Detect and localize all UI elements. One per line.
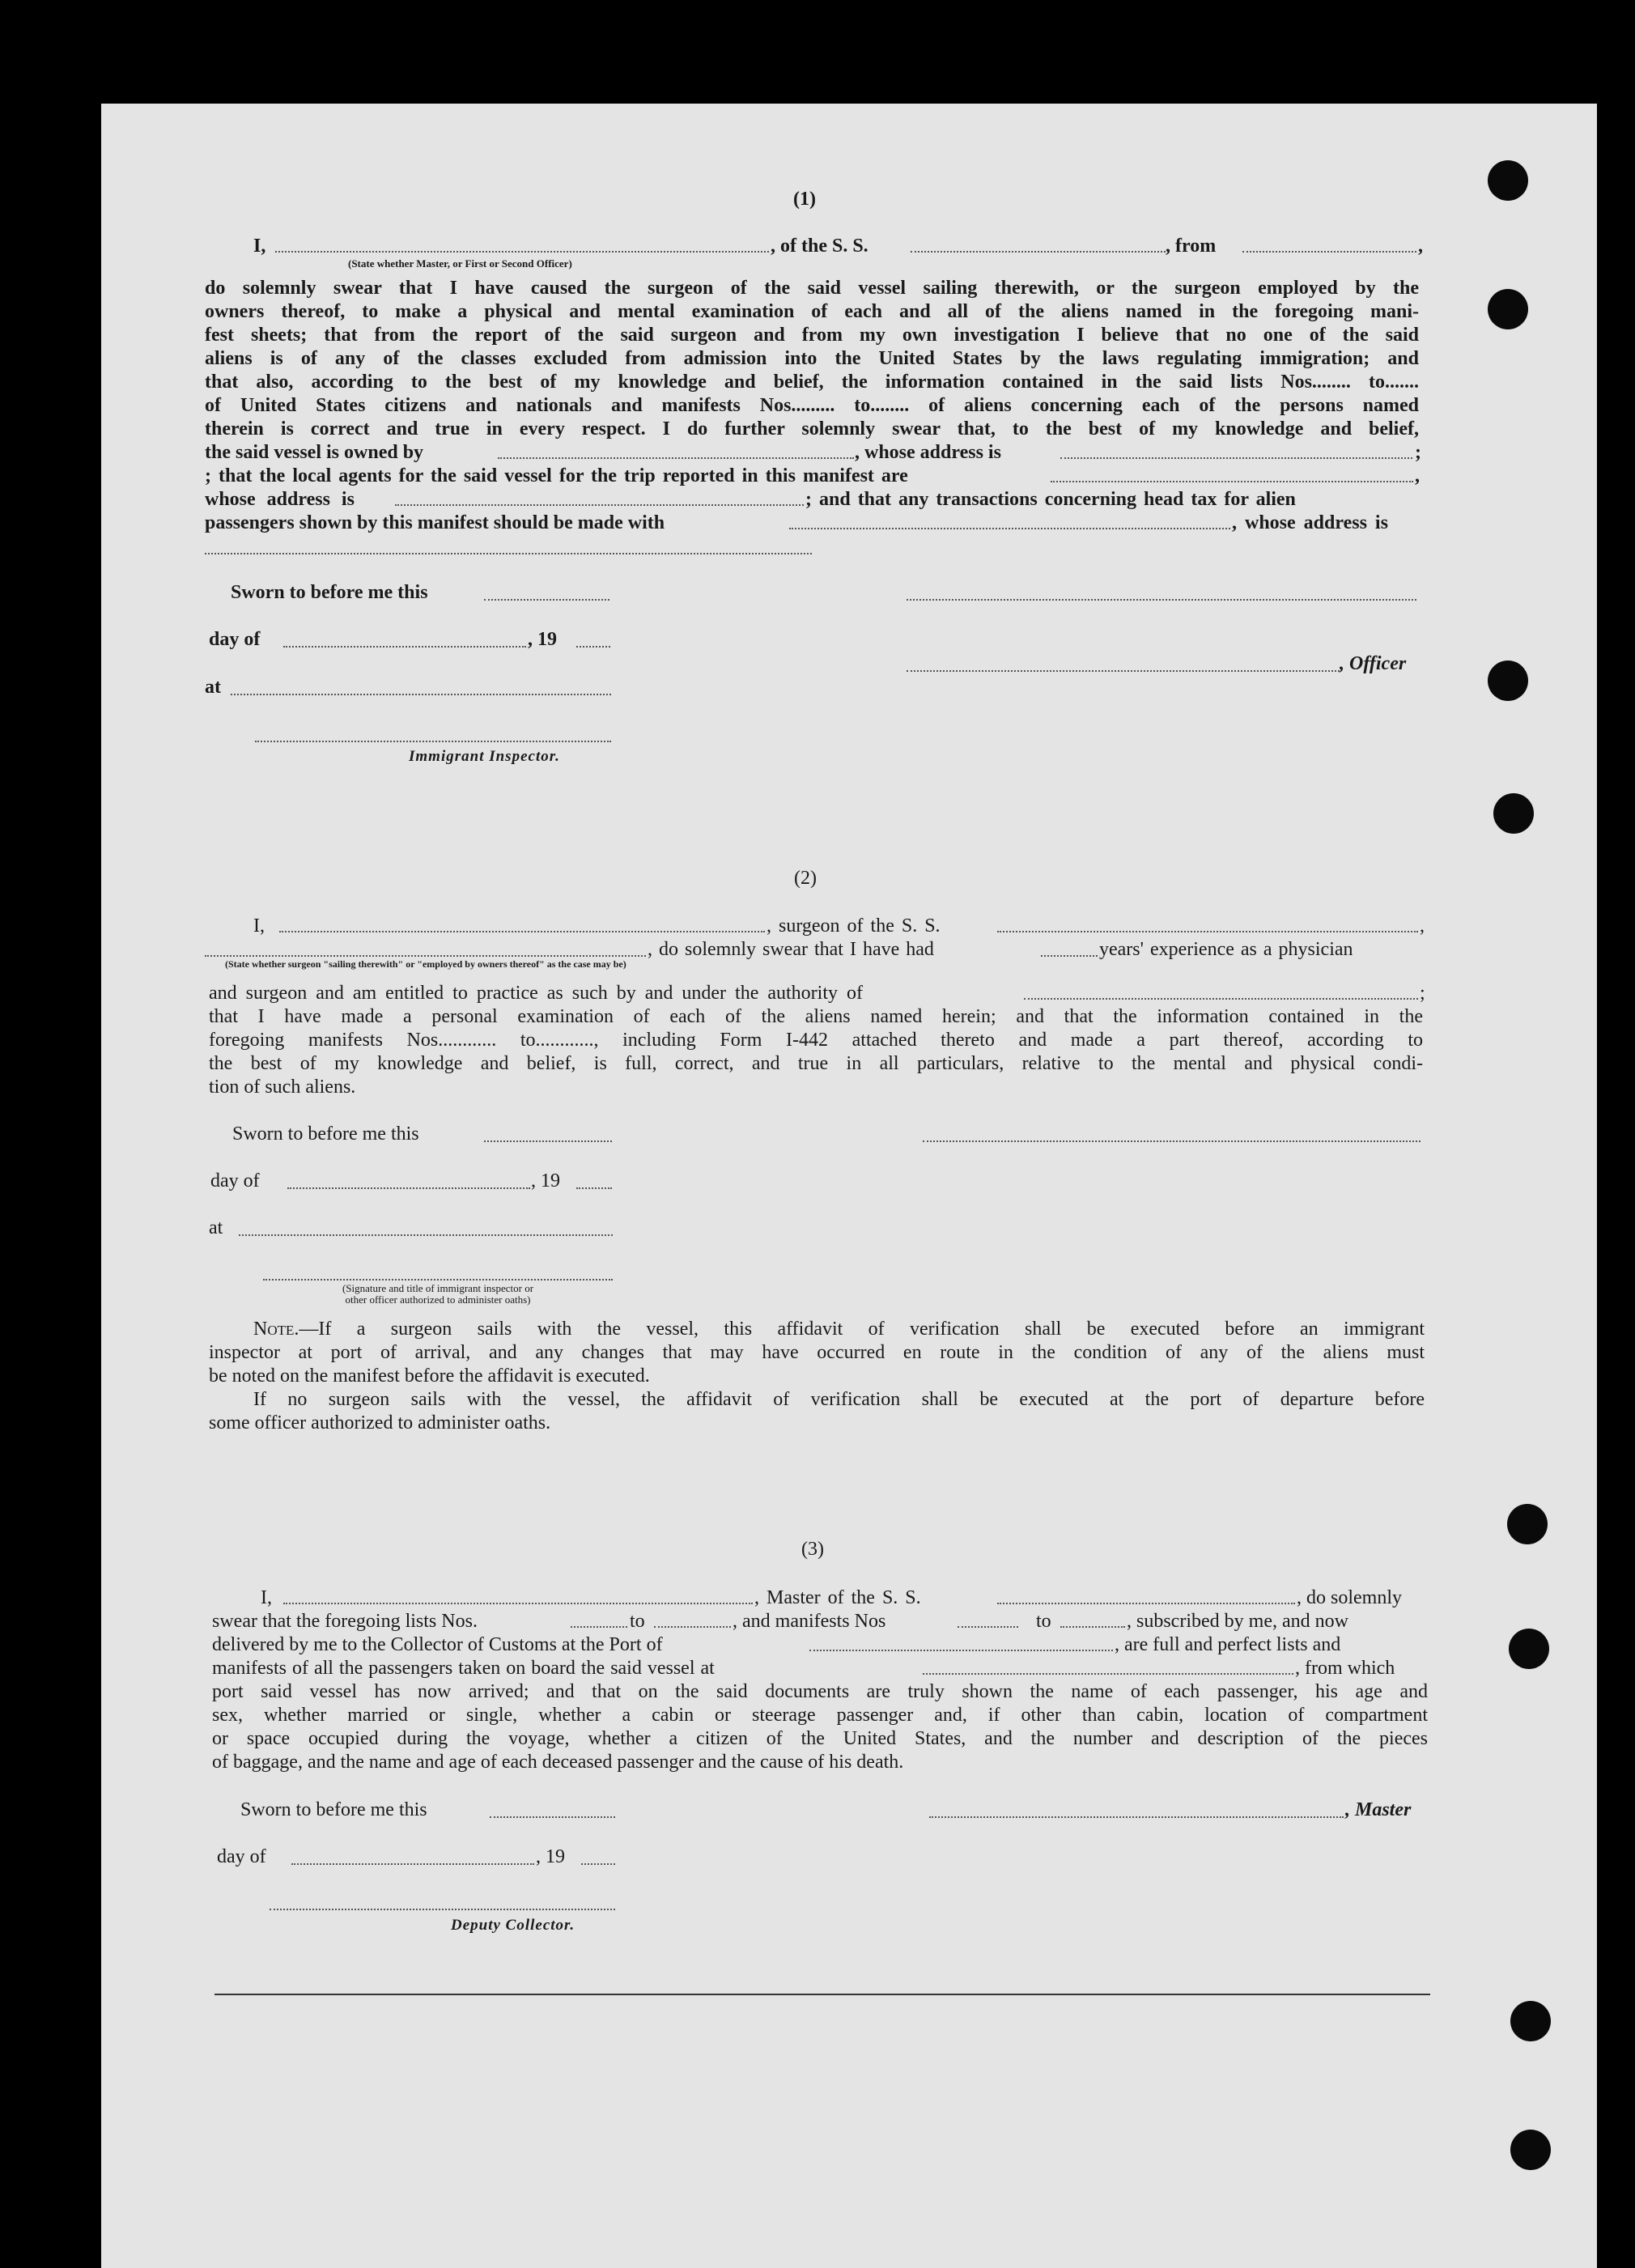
signature-caption: other officer authorized to administer oaths) xyxy=(345,1293,531,1306)
field-caption: (State whether Master, or First or Second Officer) xyxy=(348,257,572,270)
section-number: (1) xyxy=(793,189,816,210)
comma: , xyxy=(1420,915,1425,937)
owner-field xyxy=(498,457,854,459)
whose-address-label: , whose address is xyxy=(855,442,1001,463)
day-of-label: day of xyxy=(217,1846,266,1867)
place-field xyxy=(231,694,611,695)
bottom-rule xyxy=(214,1994,1430,1995)
paragraph-line: tion of such aliens. xyxy=(209,1077,356,1098)
at-label: at xyxy=(205,677,221,698)
officer-label: , Officer xyxy=(1340,653,1407,674)
local-agents-label: ; that the local agents for the said vessel for the trip reported in this manifest are xyxy=(205,465,908,486)
oath-label: , from which xyxy=(1295,1658,1395,1679)
port-field xyxy=(809,1650,1113,1651)
punch-hole xyxy=(1493,793,1534,834)
year-field xyxy=(576,646,610,648)
year-field xyxy=(581,1863,615,1865)
owned-by-label: the said vessel is owned by xyxy=(205,442,424,463)
passengers-label: passengers shown by this manifest should be made with xyxy=(205,512,665,533)
manifests-to-field xyxy=(1060,1626,1125,1628)
month-field xyxy=(291,1863,534,1865)
oath-label: to xyxy=(1036,1611,1051,1632)
oath-label: delivered by me to the Collector of Customs at the Port of xyxy=(212,1634,663,1655)
head-tax-text: ; and that any transactions concerning head tax for alien xyxy=(805,489,1296,510)
inspector-signature-line xyxy=(255,741,611,742)
lists-from-field xyxy=(571,1626,627,1628)
paragraph-line: inspector at port of arrival, and any changes that may have occurred en route in the condition of any of the aliens must xyxy=(209,1342,1425,1363)
inspector-label: Immigrant Inspector. xyxy=(409,748,560,765)
surgeon-name-field xyxy=(279,931,765,932)
day-of-label: day of xyxy=(210,1170,260,1191)
authority-label: and surgeon and am entitled to practice as such by and under the authority of xyxy=(209,983,863,1004)
oath-label: to xyxy=(630,1611,645,1632)
paragraph-line: of baggage, and the name and age of each deceased passenger and the cause of his death. xyxy=(212,1752,904,1773)
sworn-day-field xyxy=(484,599,609,601)
lists-to-field xyxy=(654,1626,731,1628)
oath-label: , of the S. S. xyxy=(771,236,868,257)
paragraph-line: foregoing manifests Nos............ to............, including Form I-442 attached thereto and made a part thereof, according to xyxy=(209,1030,1423,1051)
field-caption: (State whether surgeon "sailing therewith" or "employed by owners thereof" as the case may be) xyxy=(225,958,626,970)
oath-label: years' experience as a physician xyxy=(1099,939,1353,960)
oath-label: manifests of all the passengers taken on board the said vessel at xyxy=(212,1658,715,1679)
punch-hole xyxy=(1507,1504,1548,1544)
manifests-from-field xyxy=(958,1626,1018,1628)
paragraph-line: do solemnly swear that I have caused the surgeon of the said vessel sailing therewith, or the surgeon employed by the xyxy=(205,278,1419,299)
paragraph-line: some officer authorized to administer oaths. xyxy=(209,1412,551,1433)
oath-label: , Master of the S. S. xyxy=(754,1587,921,1608)
place-field xyxy=(239,1234,613,1236)
agents-address-field xyxy=(395,504,804,506)
officer-signature-line xyxy=(907,599,1416,601)
paragraph-line: therein is correct and true in every respect. I do further solemnly swear that, to the best of my knowledge and belief, xyxy=(205,418,1419,440)
surgeon-status-field xyxy=(205,955,646,957)
oath-label: , do solemnly swear that I have had xyxy=(648,939,934,960)
collector-label: Deputy Collector. xyxy=(451,1917,575,1934)
whose-address-label: whose address is xyxy=(205,489,355,510)
year-field xyxy=(576,1187,612,1189)
oath-paragraph xyxy=(209,1005,1423,1099)
month-field xyxy=(283,646,526,648)
boarding-port-field xyxy=(923,1673,1293,1675)
oath-paragraph xyxy=(205,277,1419,441)
sworn-label: Sworn to before me this xyxy=(231,582,428,603)
head-tax-address-field xyxy=(205,553,812,554)
oath-label: , are full and perfect lists and xyxy=(1115,1634,1341,1655)
paragraph-line: that also, according to the best of my knowledge and belief, the information contained in the said lists Nos........ to....... xyxy=(205,372,1419,393)
departure-port-field xyxy=(1242,251,1416,253)
punch-hole xyxy=(1488,160,1528,201)
paragraph-line: If no surgeon sails with the vessel, the affidavit of verification shall be executed at the port of departure before xyxy=(253,1389,1425,1410)
punch-hole xyxy=(1510,2130,1551,2170)
vessel-name-field xyxy=(997,1603,1295,1604)
oath-label: , and manifests Nos xyxy=(733,1611,886,1632)
oath-label: , surgeon of the S. S. xyxy=(767,915,941,937)
sworn-day-field xyxy=(490,1816,615,1818)
day-of-label: day of xyxy=(209,629,261,650)
paragraph-line: that I have made a personal examination of each of the aliens named herein; and that the information contained in the xyxy=(209,1006,1423,1027)
vessel-name-field xyxy=(997,931,1418,932)
oath-label: I, xyxy=(253,915,265,937)
master-signature-line xyxy=(929,1816,1344,1818)
punch-hole xyxy=(1509,1629,1549,1669)
paragraph-line: aliens is of any of the classes excluded from admission into the United States by the laws regulating immigration; and xyxy=(205,348,1419,369)
sworn-label: Sworn to before me this xyxy=(232,1123,419,1145)
paragraph-line: sex, whether married or single, whether a cabin or steerage passenger and, if other than cabin, location of compartment xyxy=(212,1705,1428,1726)
semicolon: ; xyxy=(1415,442,1421,463)
section-number: (3) xyxy=(801,1539,824,1560)
years-experience-field xyxy=(1041,955,1098,957)
at-label: at xyxy=(209,1217,223,1238)
paragraph-line: fest sheets; that from the report of the said surgeon and from my own investigation I believe that no one of the said xyxy=(205,325,1419,346)
collector-signature-line xyxy=(270,1909,615,1910)
year-label: , 19 xyxy=(536,1846,565,1867)
whose-address-label: , whose address is xyxy=(1232,512,1388,533)
paragraph-line: port said vessel has now arrived; and that on the said documents are truly shown the name of each passenger, his age and xyxy=(212,1681,1428,1702)
month-field xyxy=(287,1187,530,1189)
inspector-signature-line xyxy=(263,1279,613,1281)
paragraph-line: of United States citizens and nationals and manifests Nos......... to........ of aliens concerning each of the persons named xyxy=(205,395,1419,416)
oath-label: , subscribed by me, and now xyxy=(1127,1611,1348,1632)
paragraph-line: or space occupied during the voyage, whether a citizen of the United States, and the number and description of the pieces xyxy=(212,1728,1428,1749)
punch-hole xyxy=(1510,2001,1551,2041)
signature-caption: (Signature and title of immigrant inspector or xyxy=(342,1282,534,1294)
oath-label: I, xyxy=(253,236,266,257)
oath-label: , xyxy=(1418,236,1423,257)
authority-field xyxy=(1024,998,1418,1000)
note-label: Note. xyxy=(253,1319,299,1340)
paragraph-line: owners thereof, to make a physical and mental examination of each and all of the aliens named in the foregoing mani- xyxy=(205,301,1419,322)
surgeon-signature-line xyxy=(923,1140,1421,1142)
paragraph-line: be noted on the manifest before the affidavit is executed. xyxy=(209,1365,650,1387)
officer-title-line xyxy=(907,670,1340,672)
oath-label: I, xyxy=(261,1587,272,1608)
year-label: , 19 xyxy=(528,629,557,650)
master-label: , Master xyxy=(1345,1799,1412,1820)
head-tax-agent-field xyxy=(789,528,1230,529)
local-agents-field xyxy=(1051,481,1413,482)
note-text: —If a surgeon sails with the vessel, this affidavit of verification shall be executed before an immigrant xyxy=(299,1319,1425,1340)
oath-label: swear that the foregoing lists Nos. xyxy=(212,1611,478,1632)
punch-hole xyxy=(1488,660,1528,701)
note-first-line xyxy=(209,1318,1425,1341)
paragraph-line: the best of my knowledge and belief, is full, correct, and true in all particulars, relative to the mental and physical condi- xyxy=(209,1053,1423,1074)
year-label: , 19 xyxy=(531,1170,560,1191)
sworn-label: Sworn to before me this xyxy=(240,1799,427,1820)
officer-name-field xyxy=(275,251,769,253)
semicolon: ; xyxy=(1420,983,1425,1004)
section-number: (2) xyxy=(794,868,817,889)
vessel-name-field xyxy=(911,251,1166,253)
oath-paragraph xyxy=(212,1680,1428,1774)
master-name-field xyxy=(283,1603,753,1604)
oath-label: , from xyxy=(1166,236,1217,257)
sworn-day-field xyxy=(484,1140,612,1142)
note-paragraph xyxy=(209,1318,1425,1435)
owner-address-field xyxy=(1060,457,1412,459)
oath-label: , do solemnly xyxy=(1297,1587,1402,1608)
punch-hole xyxy=(1488,289,1528,329)
comma: , xyxy=(1415,465,1420,486)
